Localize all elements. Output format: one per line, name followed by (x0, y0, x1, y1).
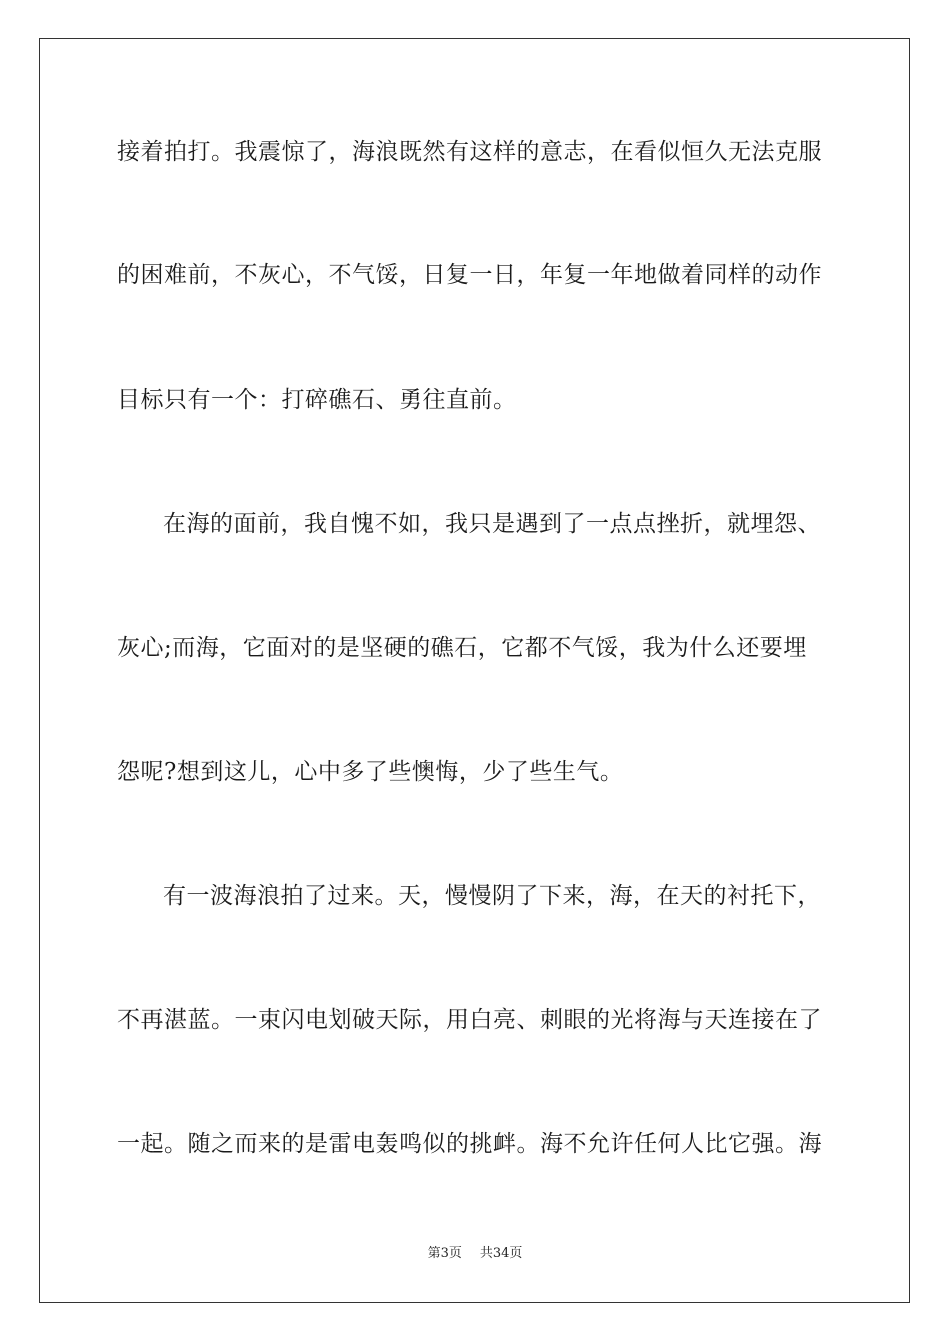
paragraph-line-3: 目标只有一个：打碎礁石、勇往直前。 (117, 387, 517, 413)
paragraph-line-9: 一起。随之而来的是雷电轰鸣似的挑衅。海不允许任何人比它强。海 (117, 1131, 822, 1157)
page-border (39, 38, 910, 1303)
paragraph-line-5: 灰心;而海，它面对的是坚硬的礁石，它都不气馁，我为什么还要埋 (117, 635, 807, 661)
paragraph-line-2: 的困难前，不灰心，不气馁，日复一日，年复一年地做着同样的动作 (117, 262, 822, 288)
paragraph-line-8: 不再湛蓝。一束闪电划破天际，用白亮、刺眼的光将海与天连接在了 (117, 1007, 822, 1033)
page-footer (0, 1245, 950, 1263)
paragraph-line-7: 有一波海浪拍了过来。天，慢慢阴了下来，海，在天的衬托下， (163, 883, 821, 909)
paragraph-line-1: 接着拍打。我震惊了，海浪既然有这样的意志，在看似恒久无法克服 (117, 139, 822, 165)
paragraph-line-6: 怨呢?想到这儿，心中多了些懊悔，少了些生气。 (117, 759, 624, 785)
paragraph-line-4: 在海的面前，我自愧不如，我只是遇到了一点点挫折，就埋怨、 (163, 511, 821, 537)
page-number: 第3页 (427, 1246, 462, 1261)
total-pages: 共34页 (479, 1246, 523, 1261)
